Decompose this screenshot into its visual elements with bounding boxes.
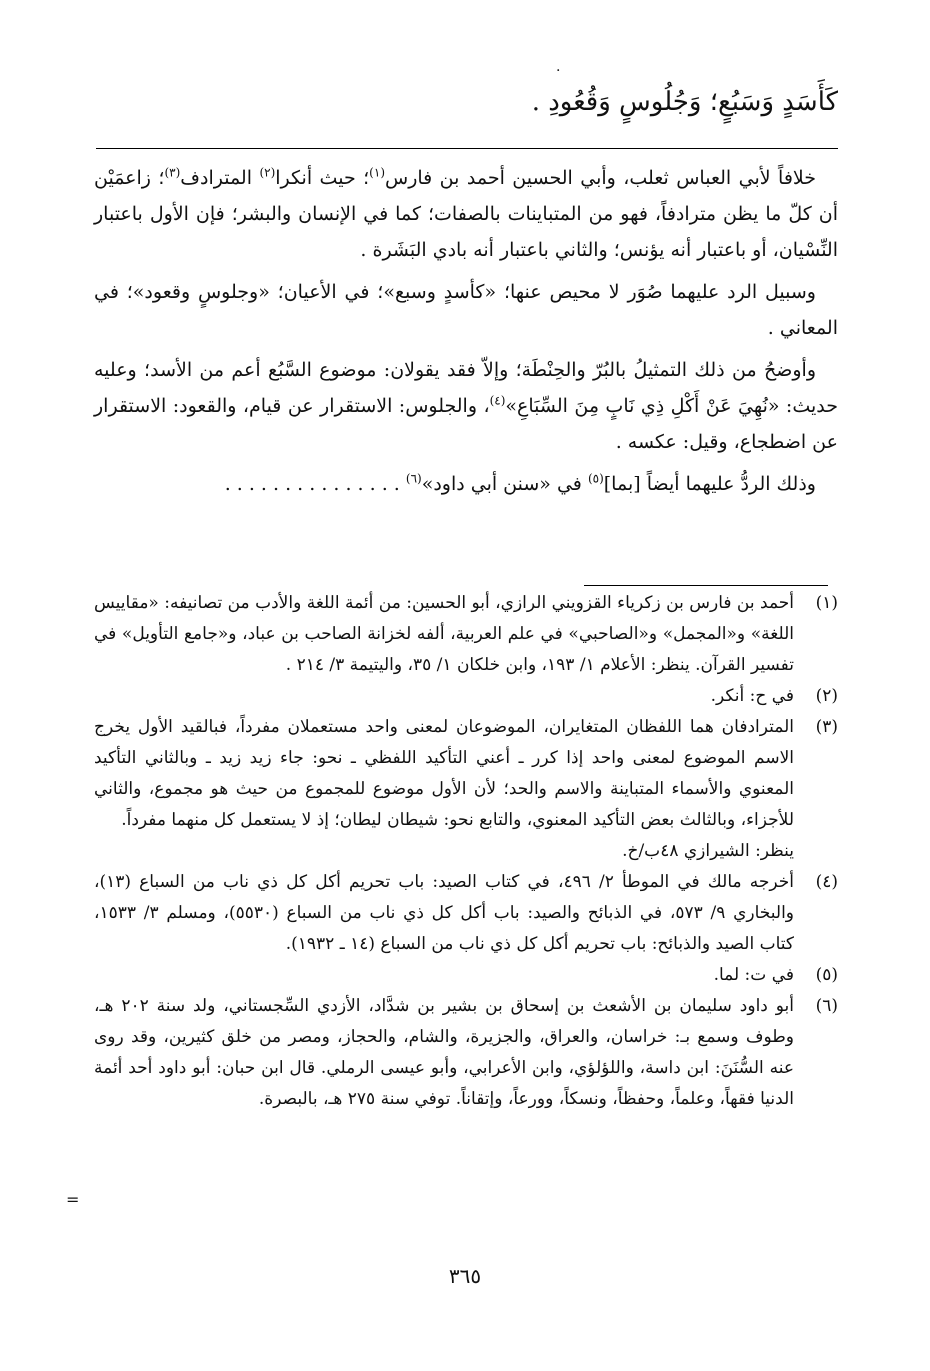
main-text	[94, 160, 838, 508]
footnote-ref-5[interactable]: (٥)	[587, 471, 604, 486]
continuation-mark: =	[66, 1190, 80, 1209]
header-divider	[96, 148, 838, 149]
footnotes	[94, 588, 838, 1115]
header-verse: كَأَسَدٍ وَسَبُعٍ؛ وَجُلُوسٍ وَقُعُودِ .	[531, 87, 838, 117]
footnote-text: أحمد بن فارس بن زكرياء القزويني الرازي، أبو الحسين: من أئمة اللغة والأدب من تصانيفه: «مقاييس اللغة» و«المجمل» و«الصاحبي» في علم العربية، ألفه لخزانة الصاحب بن عباد، و«جامع التأويل» في تفسير القرآن. ينظر: الأعلام ١/ ١٩٣، وابن خلكان ١/ ٣٥، واليتيمة ٣/ ٢١٤ .	[94, 593, 794, 675]
footnote-ref-3[interactable]: (٣)	[164, 165, 181, 180]
footnote-ref-2[interactable]: (٢)	[259, 165, 276, 180]
paragraph-1: خلافاً لأبي العباس ثعلب، وأبي الحسين أحمد بن فارس$^{(١)}$؛ حيث أنكرا$^{(٢)}$ المترادف$^{(٣)}$؛ زاعمَيْن أن كلّ ما يظن مترادفاً، فهو من المتباينات بالصفات؛ كما في الإنسان والبشر؛ فإن الأول باعتبار النِّسْيان، أو باعتبار أنه يؤنس؛ والثاني باعتبار أنه بادي البَشَرة .	[94, 165, 839, 261]
footnote-4	[94, 867, 838, 960]
footnote-5	[94, 960, 838, 991]
footnote-number: (٤)	[815, 872, 838, 892]
footnote-number: (١)	[815, 593, 838, 613]
footnote-divider	[584, 585, 828, 586]
footnote-number: (٢)	[815, 686, 838, 706]
footnote-text: أبو داود سليمان بن الأشعث بن إسحاق بن بشير بن شدَّاد، الأزدي السِّجستاني، ولد سنة ٢٠٢ هـ، وطوف وسمع بـ: خراسان، والعراق، والجزيرة، والشام، والحجاز، ومصر من خلق كثيرين، وقد روى عنه السُّنَنَ: ابن داسة، واللؤلؤي، وابن الأعرابي، وأبو عيسى الرملي. قال ابن حبان: أبو داود أحد أئمة الدنيا فقهاً، وعلماً، وحفظاً، ونسكاً، وورعاً، وإتقاناً. توفي سنة ٢٧٥ هـ، بالبصرة.	[94, 996, 794, 1109]
paragraph-4: وذلك الردُّ عليهما أيضاً [بما]$^{(٥)}$ في «سنن أبي داود»$^{(٦)}$ . . . . . . . . . . . . . . .	[224, 471, 816, 495]
footnote-number: (٥)	[815, 965, 838, 985]
paragraph-3: وأوضحُ من ذلك التمثيلُ بالبُرّ والحِنْطَة؛ وإلاّ فقد يقولان: موضوع السَّبُع أعم من الأسد؛ وعليه حديث: «نُهِيَ عَنْ أَكْلِ ذِي نَابٍ مِنَ السِّبَاعِ»$^{(٤)}$، والجلوس: الاستقرار عن قيام، والقعود: الاستقرار عن اضطجاع، وقيل: عكسه .	[94, 359, 838, 453]
footnote-1	[94, 588, 838, 681]
footnote-text: في ح: أنكر.	[710, 686, 794, 706]
footnote-number: (٦)	[815, 996, 838, 1016]
footnote-text: أخرجه مالك في الموطأ ٢/ ٤٩٦، في كتاب الصيد: باب تحريم أكل كل ذي ناب من السباع (١٣)، والبخاري ٩/ ٥٧٣، في الذبائح والصيد: باب أكل كل ذي ناب من السباع (٥٥٣٠)، ومسلم ٣/ ١٥٣٣، كتاب الصيد والذبائح: باب تحريم أكل كل ذي ناب من السباع (١٤ ـ ١٩٣٢).	[94, 872, 794, 954]
continuation-dots: . . . . . . . . . . . . . . .	[224, 473, 406, 495]
footnote-number: (٣)	[815, 717, 838, 737]
footnote-ref-6[interactable]: (٦)	[405, 471, 422, 486]
footnote-ref-1[interactable]: (١)	[369, 165, 385, 180]
footnote-3-reference: ينظر: الشيرازي ٤٨ب/خ.	[622, 841, 794, 861]
footnote-2	[94, 681, 838, 712]
top-dot-mark: .	[556, 59, 561, 75]
footnote-ref-4[interactable]: (٤)	[489, 393, 506, 408]
page-number: ٣٦٥	[448, 1264, 482, 1288]
footnote-text: في ت: لما.	[713, 965, 794, 985]
footnote-6	[94, 991, 838, 1115]
footnote-3	[94, 712, 838, 836]
footnote-text: المترادفان هما اللفظان المتغايران، الموضوعان لمعنى واحد مستعملان مفرداً، فبالقيد الأول يخرج الاسم الموضوع لمعنى واحد إذا كرر ـ أعني التأكيد اللفظي ـ نحو: جاء زيد زيد ـ وبالثاني التأكيد المعنوي والأسماء المتباينة والاسم والحد؛ لأن الأول موضوع للمجموع من حيث هو مجموع، والثاني للأجزاء، وبالثالث بعض التأكيد المعنوي، والتابع نحو: شيطان ليطان؛ إذ لا يستعمل كل منهما مفرداً.	[94, 717, 794, 830]
paragraph-2: وسبيل الرد عليهما صُوَر لا محيص عنها؛ «كأسدٍ وسبع»؛ في الأعيان؛ «وجلوسٍ وقعود»؛ في المعاني .	[94, 281, 838, 339]
